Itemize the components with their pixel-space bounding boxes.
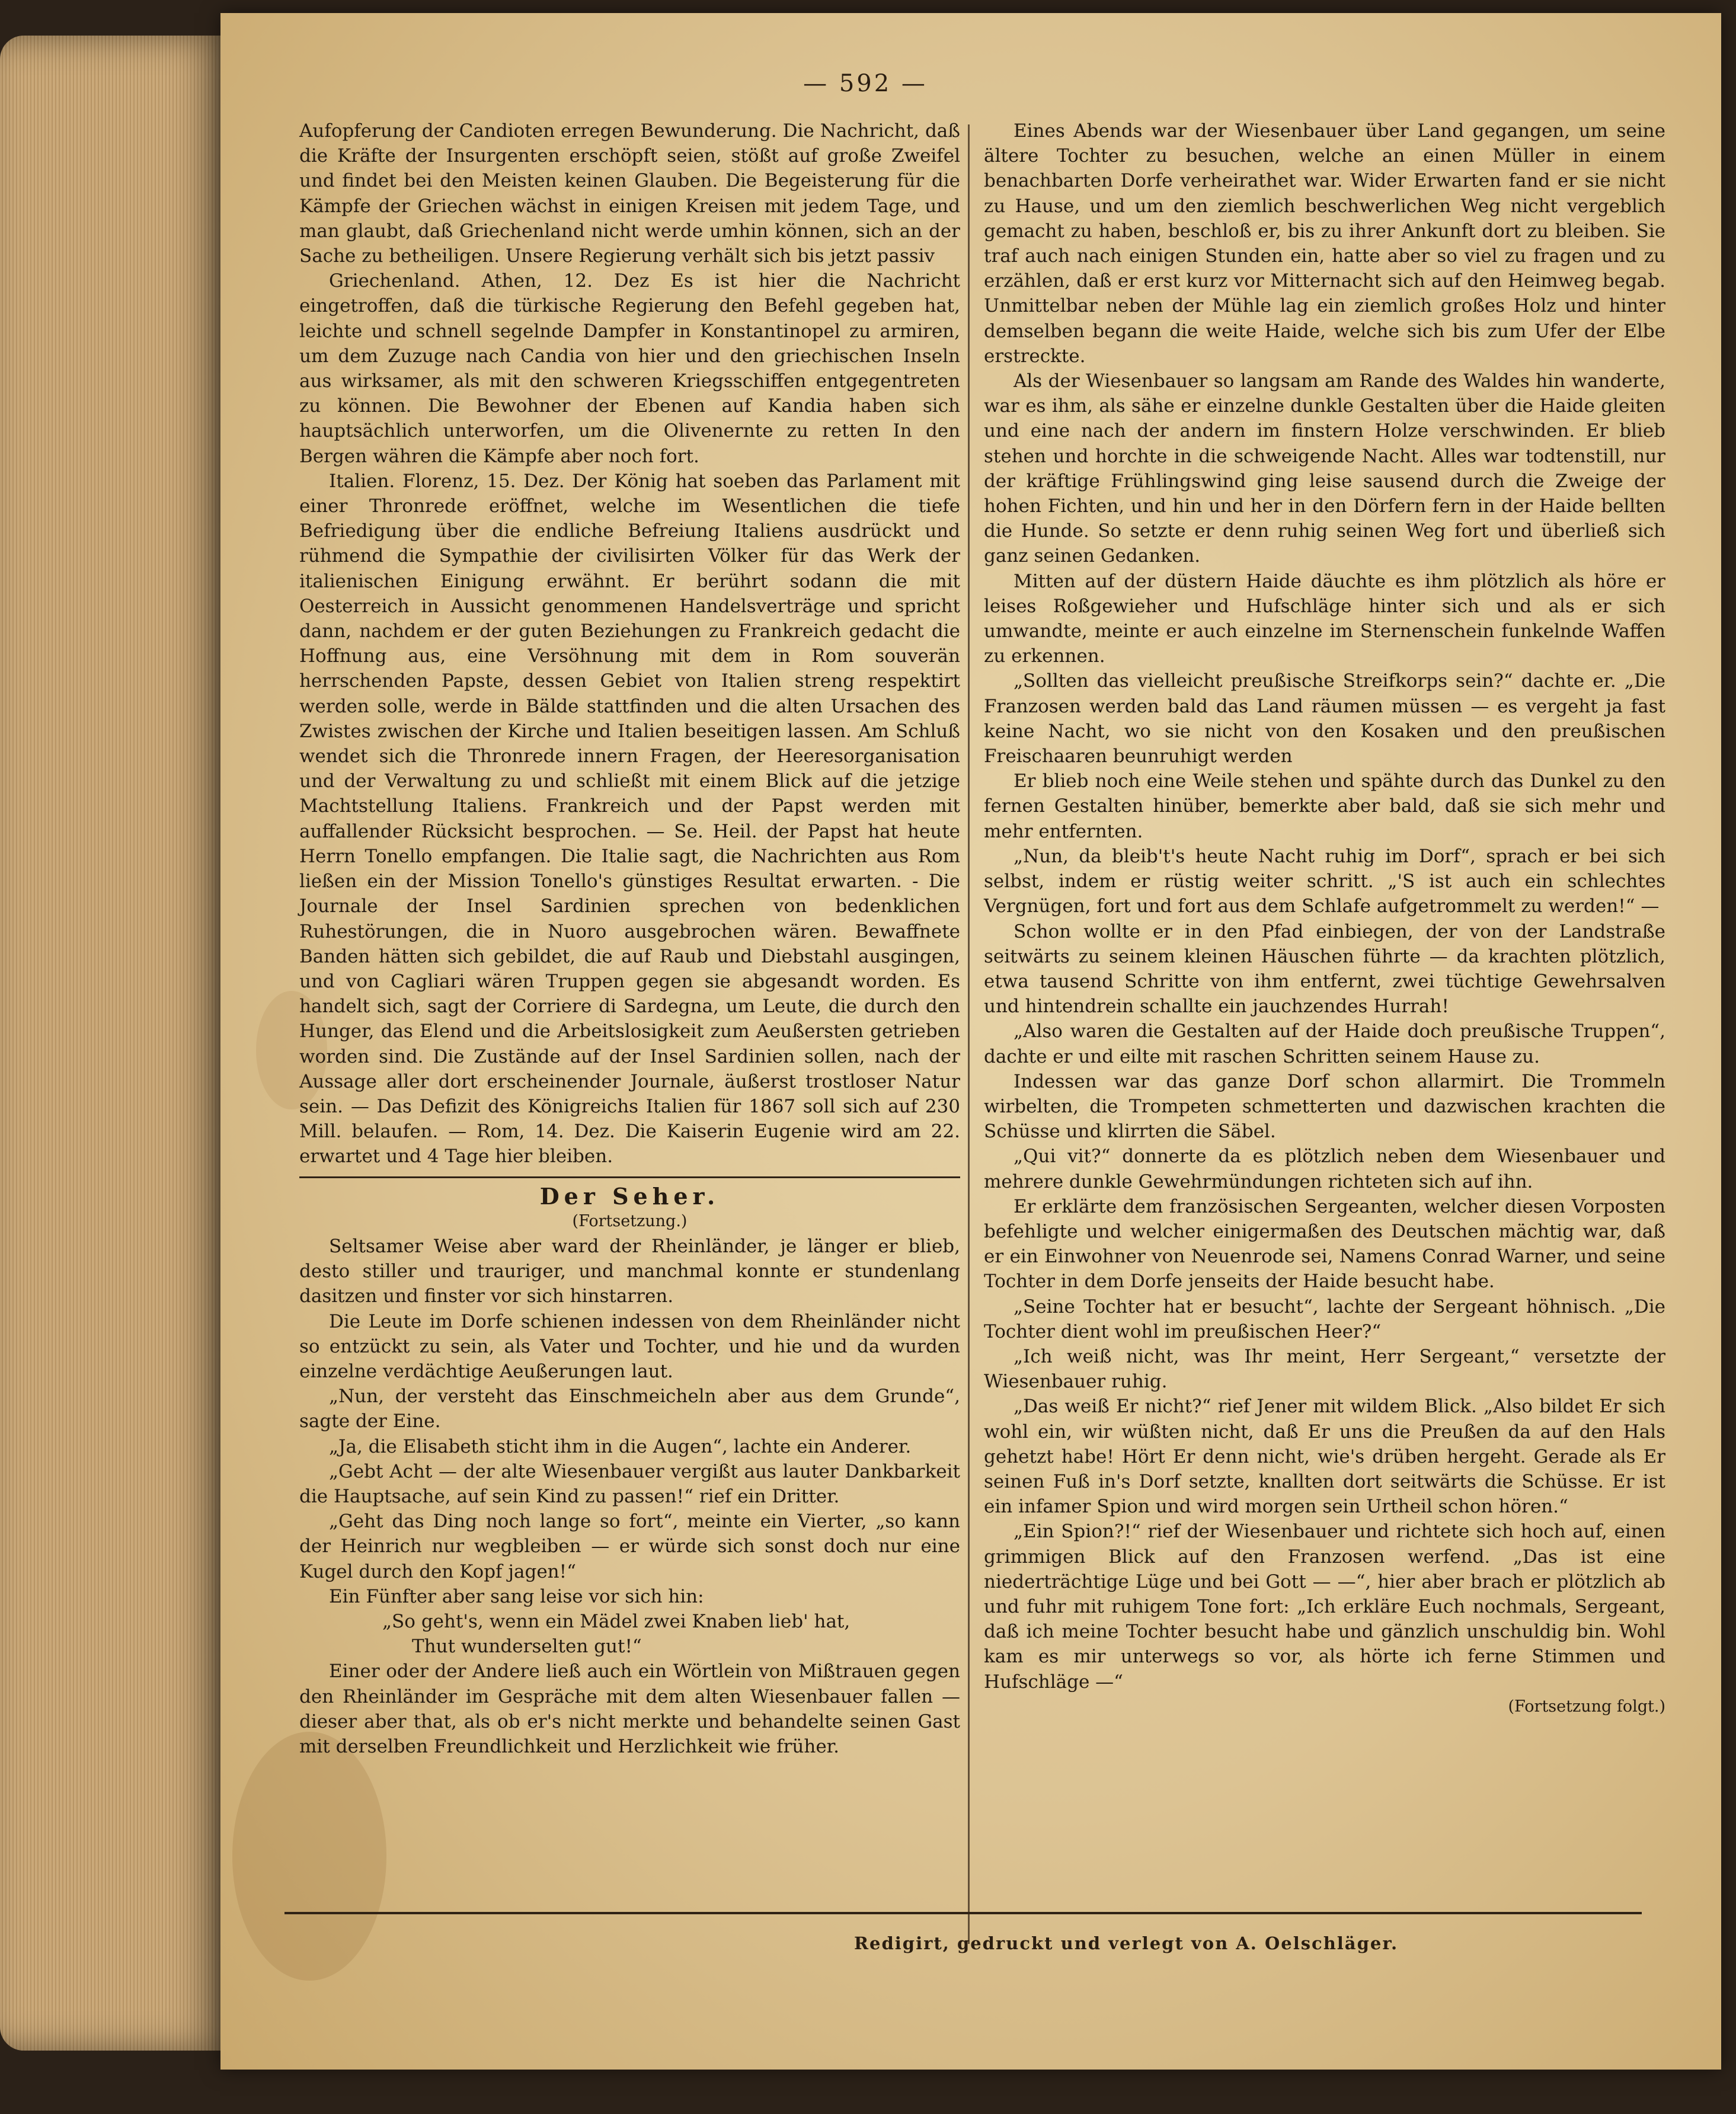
story-paragraph: „Gebt Acht — der alte Wiesenbauer vergißt aus lauter Dankbarkeit die Hauptsache, auf sein Kind zu passen!“ rief ein Dritter.	[299, 1460, 960, 1507]
book-page-edges	[0, 36, 225, 2051]
story-paragraph: „Ein Spion?!“ rief der Wiesenbauer und richtete sich hoch auf, einen grimmigen Blick auf den Franzosen werfend. „Das ist eine niederträchtige Lüge und bei Gott — —“, hier aber brach er plötzlich ab und fuhr mit ruhigem Tone fort: „Ich erkläre Euch nochmals, Sergeant, daß ich meine Tochter besucht habe und gänzlich unschuldig bin. Wohl kam es mir unterwegs so vor, als hörte ich ferne Stimmen und Hufschläge —“	[984, 1521, 1665, 1693]
news-paragraph: Aufopferung der Candioten erregen Bewunderung. Die Nachricht, daß die Kräfte der Insurgenten erschöpft seien, stößt auf große Zweifel und findet bei den Meisten keinen Glauben. Die Begeisterung für die Kämpfe der Griechen wächst in einigen Kreisen mit jedem Tage, und man glaubt, daß Griechenland nicht werde umhin können, sich an der Sache zu betheiligen. Unsere Regierung verhält sich bis jetzt passiv	[299, 120, 960, 267]
news-paragraph: Italien. Florenz, 15. Dez. Der König hat soeben das Parlament mit einer Thronrede eröffnet, welche im Wesentlichen die tiefe Befriedigung über die endliche Befreiung Italiens ausdrückt und rühmend die Sympathie der civilisirten Völker für das Werk der italienischen Einigung erwähnt. Er berührt sodann die mit Oesterreich in Aussicht genommenen Handelsverträge und spricht dann, nachdem er der guten Beziehungen zu Frankreich gedacht die Hoffnung aus, eine Versöhnung mit dem in Rom souverän herrschenden Papste, dessen Gebiet von Italien streng respektirt werden solle, werde in Bälde stattfinden und die alten Ursachen des Zwistes zwischen der Kirche und Italien beseitigen lassen. Am Schluß wendet sich die Thronrede innern Fragen, der Heeresorganisation und der Verwaltung zu und schließt mit einem Blick auf die jetzige Machtstellung Italiens. Frankreich und der Papst werden mit auffallender Rücksicht besprochen. — Se. Heil. der Papst hat heute Herrn Tonello empfangen. Die Italie sagt, die Nachrichten aus Rom ließen ein der Mission Tonello's günstiges Resultat erwarten. - Die Journale der Insel Sardinien sprechen von bedenklichen Ruhestörungen, die in Nuoro ausgebrochen wären. Bewaffnete Banden hätten sich gebildet, die auf Raub und Diebstahl ausgingen, und von Cagliari wären Truppen gegen sie abgesandt worden. Es handelt sich, sagt der Corriere di Sardegna, um Leute, die durch den Hunger, das Elend und die Arbeitslosigkeit zum Aeußersten getrieben worden sind. Die Zustände auf der Insel Sardinien sollen, nach der Aussage aller dort erscheinender Journale, äußerst trostloser Natur sein. — Das Defizit des Königreichs Italien für 1867 soll sich auf 230 Mill. belaufen. — Rom, 14. Dez. Die Kaiserin Eugenie wird am 22. erwartet und 4 Tage hier bleiben.	[299, 470, 960, 1168]
story-paragraph: „Ich weiß nicht, was Ihr meint, Herr Sergeant,“ versetzte der Wiesenbauer ruhig.	[984, 1345, 1665, 1393]
page-number: — 592 —	[803, 70, 928, 97]
story-paragraph: Er erklärte dem französischen Sergeanten, welcher diesen Vorposten befehligte und welcher einigermaßen des Deutschen mächtig war, daß er ein Einwohner von Neuenrode sei, Namens Conrad Warner, und seine Tochter in dem Dorfe jenseits der Haide besucht habe.	[984, 1195, 1665, 1293]
story-paragraph: Ein Fünfter aber sang leise vor sich hin:	[329, 1585, 704, 1607]
section-rule	[299, 1176, 960, 1178]
news-paragraph: Griechenland. Athen, 12. Dez Es ist hier die Nachricht eingetroffen, daß die türkische Regierung den Befehl gegeben hat, leichte und schnell segelnde Dampfer in Konstantinopel zu armiren, um dem Zuzuge nach Candia von hier und den griechischen Inseln aus wirksamer, als mit den schweren Kriegsschiffen entgegentreten zu können. Die Bewohner der Ebenen auf Kandia haben sich hauptsächlich unterworfen, um die Olivenernte zu retten In den Bergen währen die Kämpfe aber noch fort.	[299, 270, 960, 467]
story-paragraph: Mitten auf der düstern Haide däuchte es ihm plötzlich als höre er leises Roßgewieher und Hufschläge hinter sich und als er sich umwandte, meinte er auch einzelne im Sternenschein funkelnde Waffen zu erkennen.	[984, 570, 1665, 667]
story-subtitle: (Fortsetzung.)	[572, 1211, 688, 1230]
story-paragraph: „Nun, da bleib't's heute Nacht ruhig im Dorf“, sprach er bei sich selbst, indem er rüstig weiter schritt. „'S ist auch ein schlechtes Vergnügen, fort und fort aus dem Schlafe aufgetrommelt zu werden!“ —	[984, 845, 1665, 917]
story-paragraph: „Ja, die Elisabeth sticht ihm in die Augen“, lachte ein Anderer.	[329, 1435, 912, 1457]
story-paragraph: „Nun, der versteht das Einschmeicheln aber aus dem Grunde“, sagte der Eine.	[299, 1386, 960, 1432]
story-paragraph: „Geht das Ding noch lange so fort“, meinte ein Vierter, „so kann der Heinrich nur wegbleiben — er würde sich sonst doch nur eine Kugel durch den Kopf jagen!“	[299, 1511, 960, 1582]
story-paragraph: Die Leute im Dorfe schienen indessen von dem Rheinländer nicht so entzückt zu sein, als Vater und Tochter, und hie und da wurden einzelne verdächtige Aeußerungen laut.	[299, 1310, 960, 1382]
story-paragraph: Einer oder der Andere ließ auch ein Wörtlein von Mißtrauen gegen den Rheinländer im Gespräche mit dem alten Wiesenbauer fallen — dieser aber that, als ob er's nicht merkte und behandelte seinen Gast mit derselben Freundlichkeit und Herzlichkeit wie früher.	[299, 1661, 960, 1757]
story-paragraph: Als der Wiesenbauer so langsam am Rande des Waldes hin wanderte, war es ihm, als sähe er einzelne dunkle Gestalten über die Haide gleiten und eine nach der andern im finstern Holze verschwinden. Er blieb stehen und horchte in die schweigende Nacht. Alles war todtenstill, nur der kräftige Frühlingswind ging leise sausend durch die Zweige der hohen Fichten, und hin und her in den Dörfern fern in der Haide bellten die Hunde. So setzte er denn ruhig seinen Weg fort und überließ sich ganz seinen Gedanken.	[984, 370, 1665, 567]
story-paragraph: „Sollten das vielleicht preußische Streifkorps sein?“ dachte er. „Die Franzosen werden bald das Land räumen müssen — es vergeht ja fast keine Nacht, wo sie nicht von den Kosaken und den preußischen Freischaaren beunruhigt werden	[984, 670, 1665, 767]
paper-stain	[232, 1732, 386, 1981]
continuation-note: (Fortsetzung folgt.)	[1508, 1697, 1665, 1716]
story-title: Der Seher.	[539, 1182, 720, 1210]
story-paragraph: Schon wollte er in den Pfad einbiegen, der von der Landstraße seitwärts zu seinem kleinen Häuschen führte — da krachten plötzlich, etwa tausend Schritte von ihm entfernt, zwei tüchtige Gewehrsalven und hintendrein schallte ein jauchzendes Hurrah!	[984, 920, 1665, 1018]
story-paragraph: Eines Abends war der Wiesenbauer über Land gegangen, um seine ältere Tochter zu besuchen, welche an einen Müller in einem benachbarten Dorfe verheirathet war. Wider Erwarten fand er sie nicht zu Hause, und um den ziemlich beschwerlichen Weg nicht vergeblich gemacht zu haben, beschloß er, bis zu ihrer Ankunft dort zu bleiben. Sie traf auch nach einigen Stunden ein, hatte aber so viel zu fragen und zu erzählen, daß er erst kurz vor Mitternacht sich auf den Heimweg begab. Unmittelbar neben der Mühle lag ein ziemlich großes Holz und hinter demselben begann die weite Haide, welche sich bis zum Ufer der Elbe erstreckte.	[984, 120, 1665, 367]
story-paragraph: Indessen war das ganze Dorf schon allarmirt. Die Trommeln wirbelten, die Trompeten schmetterten und dazwischen krachten die Schüsse und klirrten die Säbel.	[984, 1070, 1665, 1143]
verse-line: Thut wunderselten gut!“	[412, 1636, 642, 1658]
imprint-line: Redigirt, gedruckt und verlegt von A. Oelschläger.	[853, 1933, 1399, 1953]
right-column	[984, 119, 1665, 1719]
story-paragraph: „Also waren die Gestalten auf der Haide doch preußische Truppen“, dachte er und eilte mit raschen Schritten seinem Hause zu.	[984, 1021, 1665, 1067]
story-paragraph: Seltsamer Weise aber ward der Rheinländer, je länger er blieb, desto stiller und trauriger, und manchmal konnte er stundenlang dasitzen und finster vor sich hinstarren.	[299, 1235, 960, 1307]
story-paragraph: Er blieb noch eine Weile stehen und spähte durch das Dunkel zu den fernen Gestalten hinüber, bemerkte aber bald, daß sie sich mehr und mehr entfernten.	[984, 770, 1665, 842]
bottom-rule	[284, 1912, 1642, 1914]
left-column	[299, 119, 960, 1759]
story-paragraph: „Seine Tochter hat er besucht“, lachte der Sergeant höhnisch. „Die Tochter dient wohl im preußischen Heer?“	[984, 1296, 1665, 1342]
verse-line: „So geht's, wenn ein Mädel zwei Knaben lieb' hat,	[382, 1610, 851, 1632]
column-divider	[968, 124, 970, 1944]
story-paragraph: „Qui vit?“ donnerte da es plötzlich neben dem Wiesenbauer und mehrere dunkle Gewehrmündungen richteten sich auf ihn.	[984, 1146, 1665, 1192]
story-paragraph: „Das weiß Er nicht?“ rief Jener mit wildem Blick. „Also bildet Er sich wohl ein, wir wüßten nicht, daß Er uns die Preußen da auf den Hals gehetzt habe! Hört Er denn nicht, wie's drüben hergeht. Gerade als Er seinen Fuß in's Dorf setzte, knallten dort seitwärts die Schüsse. Er ist ein infamer Spion und wird morgen sein Urtheil schon hören.“	[984, 1396, 1665, 1518]
